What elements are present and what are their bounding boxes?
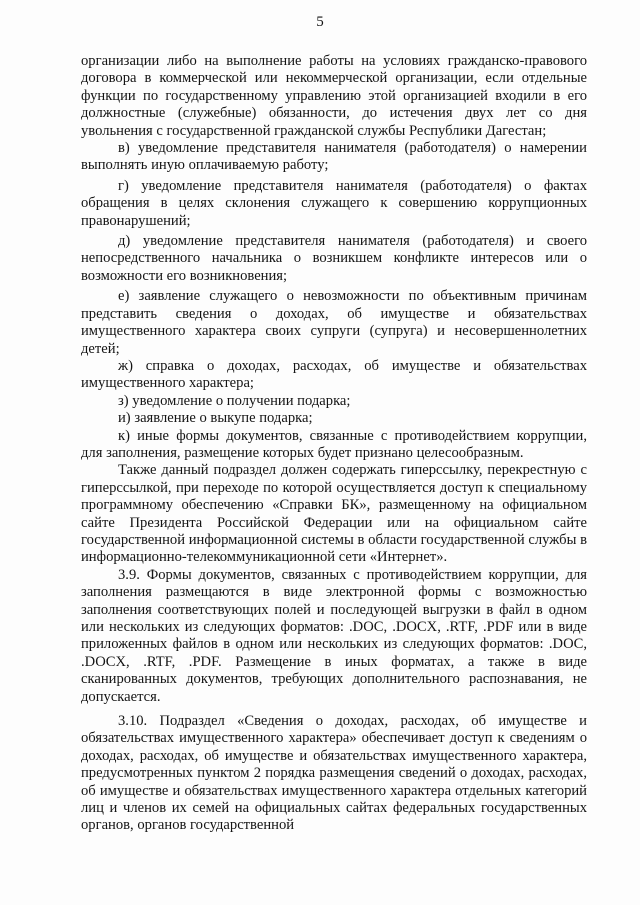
section-3-10: 3.10. Подраздел «Сведения о доходах, расходах, об имуществе и обязательствах имущественного характера» обеспечивает доступ к сведениям о доходах, расходах, об имуществе и обязательствах имущественного характера, предусмотренных пунктом 2 порядка размещения сведений о доходах, расходах, об имуществе и обязательствах имущественного характера отдельных категорий лиц и членов их семей на официальных сайтах федеральных государственных органов, органов государственной xyxy=(81,713,587,834)
list-item-g: г) уведомление представителя нанимателя (работодателя) о фактах обращения в целях склонения служащего к совершению коррупционных правонарушений; xyxy=(81,177,587,229)
document-body xyxy=(81,53,587,835)
list-item-z: з) уведомление о получении подарка; xyxy=(118,392,351,409)
paragraph-continuation: организации либо на выполнение работы на условиях гражданско-правового договора в коммерческой или некоммерческой организации, если отдельные функции по государственному управлению этой организацией входили в его должностные (служебные) обязанности, до истечения двух лет со дня увольнения с государственной гражданской службы Республики Дагестан; xyxy=(81,53,587,139)
list-item-v: в) уведомление представителя нанимателя (работодателя) о намерении выполнять иную оплачиваемую работу; xyxy=(81,140,587,174)
list-item-i: и) заявление о выкупе подарка; xyxy=(118,410,313,427)
page-number: 5 xyxy=(316,14,324,30)
list-item-e: е) заявление служащего о невозможности по объективным причинам представить сведения о доходах, об имуществе и обязательствах имущественного характера своих супруги (супруга) и несовершеннолетних детей; xyxy=(81,288,587,357)
paragraph-hyperlink: Также данный подраздел должен содержать гиперссылку, перекрестную с гиперссылкой, при переходе по которой осуществляется доступ к специальному программному обеспечению «Справки БК», размещенному на официальном сайте Президента Российской Федерации или на официальном сайте государственной информационной системы в области государственной службы в информационно-телекоммуникационной сети «Интернет». xyxy=(81,462,587,566)
section-3-9: 3.9. Формы документов, связанных с противодействием коррупции, для заполнения размещаются в виде электронной формы с возможностью заполнения соответствующих полей и последующей выгрузки в файл в одном или нескольких из следующих форматов: .DOC, .DOCX, .RTF, .PDF или в виде приложенных файлов в одном или нескольких из следующих форматов: .DOC, .DOCX, .RTF, .PDF. Размещение в иных форматах, а также в виде сканированных документов, требующих дополнительного распознавания, не допускается. xyxy=(81,566,587,705)
list-item-k: к) иные формы документов, связанные с противодействием коррупции, для заполнения, размещение которых будет признано целесообразным. xyxy=(81,427,587,461)
list-item-zh: ж) справка о доходах, расходах, об имуществе и обязательствах имущественного характера; xyxy=(81,357,587,392)
list-item-d: д) уведомление представителя нанимателя (работодателя) и своего непосредственного начальника о возникшем конфликте интересов или о возможности его возникновения; xyxy=(81,233,587,284)
